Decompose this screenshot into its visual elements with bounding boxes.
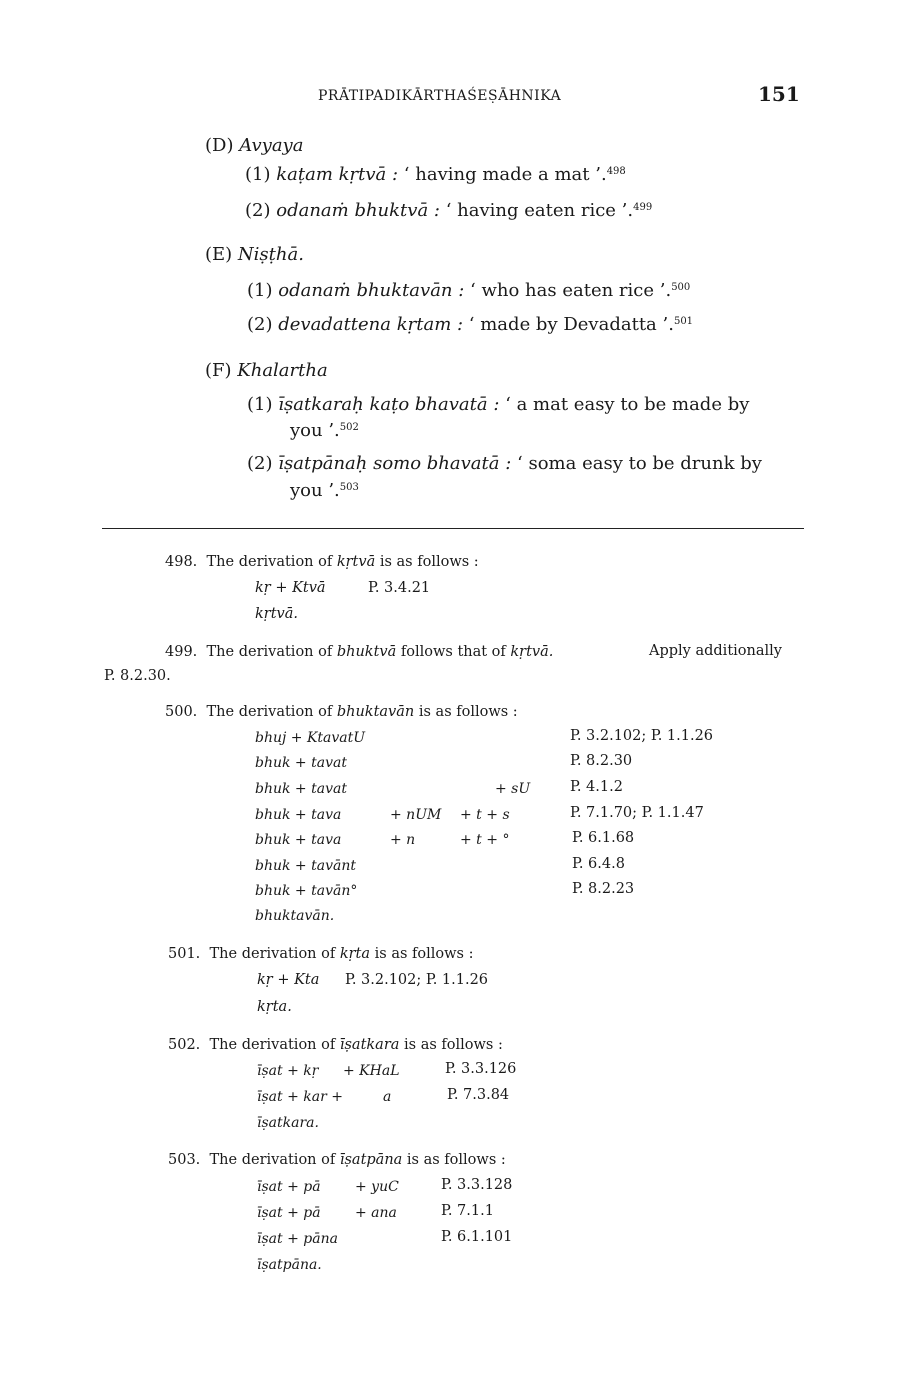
fn500-row-1: bhuj + KtavatU <box>255 730 366 746</box>
section-d-heading: (D) Avyaya <box>205 135 304 156</box>
footnote-503: 503. The derivation of īṣatpāna is as follows : <box>168 1152 506 1168</box>
fn500-row-3-ref: P. 4.1.2 <box>570 779 623 795</box>
fn501-row-1: kṛ + Kta <box>257 972 320 988</box>
fn500-row-3: bhuk + tavat <box>255 781 347 797</box>
fn503-row-2-b: + ana <box>355 1205 397 1221</box>
fn498-row-1-ref: P. 3.4.21 <box>368 580 431 596</box>
fn500-row-5: bhuk + tava <box>255 832 342 848</box>
fn500-row-4-ref: P. 7.1.70; P. 1.1.47 <box>570 805 704 821</box>
fn503-row-1-ref: P. 3.3.128 <box>441 1177 513 1193</box>
section-f-item-1-cont: you ’.$^{502}$ <box>290 420 359 441</box>
fn503-row-4: īṣatpāna. <box>257 1257 322 1273</box>
footnote-502: 502. The derivation of īṣatkara is as follows : <box>168 1037 503 1053</box>
footnote-500: 500. The derivation of bhuktavān is as follows : <box>165 704 518 720</box>
fn500-row-2-ref: P. 8.2.30 <box>570 753 633 769</box>
fn498-row-2: kṛtvā. <box>255 606 298 622</box>
fn502-row-2-b: a <box>383 1089 392 1105</box>
fn503-row-1-b: + yuC <box>355 1179 399 1195</box>
footnote-498: 498. The derivation of kṛtvā is as follows : <box>165 554 479 570</box>
fn500-row-4: bhuk + tava <box>255 807 342 823</box>
fn503-row-1: īṣat + pā <box>257 1179 321 1195</box>
fn500-row-2: bhuk + tavat <box>255 755 347 771</box>
fn503-row-3-ref: P. 6.1.101 <box>441 1229 513 1245</box>
fn502-row-3: īṣatkara. <box>257 1115 319 1131</box>
fn502-row-1-ref: P. 3.3.126 <box>445 1061 517 1077</box>
footnote-divider <box>102 528 804 529</box>
fn500-row-4-b: + nUM <box>390 807 442 823</box>
fn503-row-3: īṣat + pāna <box>257 1231 338 1247</box>
section-d-item-1: (1) kaṭam kṛtvā : ‘ having made a mat ’.$^{498}$ <box>245 164 626 185</box>
fn501-row-1-ref: P. 3.2.102; P. 1.1.26 <box>345 972 489 988</box>
section-f-item-1: (1) īṣatkaraḥ kaṭo bhavatā : ‘ a mat easy to be made by <box>247 394 750 415</box>
fn502-row-2-ref: P. 7.3.84 <box>447 1087 510 1103</box>
fn498-row-1: kṛ + Ktvā <box>255 580 326 596</box>
fn499-ref: P. 8.2.30. <box>104 668 171 684</box>
section-f-heading: (F) Khalartha <box>205 360 328 381</box>
fn501-row-2: kṛta. <box>257 999 292 1015</box>
section-f-item-2: (2) īṣatpānaḥ somo bhavatā : ‘ soma easy to be drunk by <box>247 453 762 474</box>
fn500-row-6: bhuk + tavānt <box>255 858 356 874</box>
section-e-heading: (E) Niṣṭhā. <box>205 244 304 265</box>
fn503-row-2: īṣat + pā <box>257 1205 321 1221</box>
fn502-row-1-b: + KHaL <box>343 1063 400 1079</box>
fn500-row-7: bhuk + tavān° <box>255 883 358 899</box>
section-f-item-2-cont: you ’.$^{503}$ <box>290 480 359 501</box>
fn502-row-2: īṣat + kar + <box>257 1089 343 1105</box>
fn500-row-8: bhuktavān. <box>255 908 335 924</box>
fn500-row-4-c: + t + s <box>460 807 510 823</box>
fn499-continuation: Apply additionally <box>649 643 782 659</box>
fn500-row-1-ref: P. 3.2.102; P. 1.1.26 <box>570 728 714 744</box>
section-e-item-1: (1) odanaṁ bhuktavān : ‘ who has eaten rice ’.$^{500}$ <box>247 280 691 301</box>
fn500-row-3-c: + sU <box>495 781 531 797</box>
footnote-501: 501. The derivation of kṛta is as follows : <box>168 946 474 962</box>
fn500-row-5-b: + n <box>390 832 416 848</box>
running-title: PRĀTIPADIKĀRTHAŚEṢĀHNIKA <box>318 88 562 104</box>
fn502-row-1: īṣat + kṛ <box>257 1063 319 1079</box>
fn500-row-5-c: + t + ° <box>460 832 510 848</box>
section-d-item-2: (2) odanaṁ bhuktvā : ‘ having eaten rice ’.$^{499}$ <box>245 200 653 221</box>
section-e-item-2: (2) devadattena kṛtam : ‘ made by Devadatta ’.$^{501}$ <box>247 314 694 335</box>
footnote-499: 499. The derivation of bhuktvā follows that of kṛtvā. <box>165 644 554 660</box>
fn503-row-2-ref: P. 7.1.1 <box>441 1203 494 1219</box>
page-number: 151 <box>758 82 800 106</box>
fn500-row-5-ref: P. 6.1.68 <box>572 830 635 846</box>
fn500-row-6-ref: P. 6.4.8 <box>572 856 625 872</box>
fn500-row-7-ref: P. 8.2.23 <box>572 881 635 897</box>
